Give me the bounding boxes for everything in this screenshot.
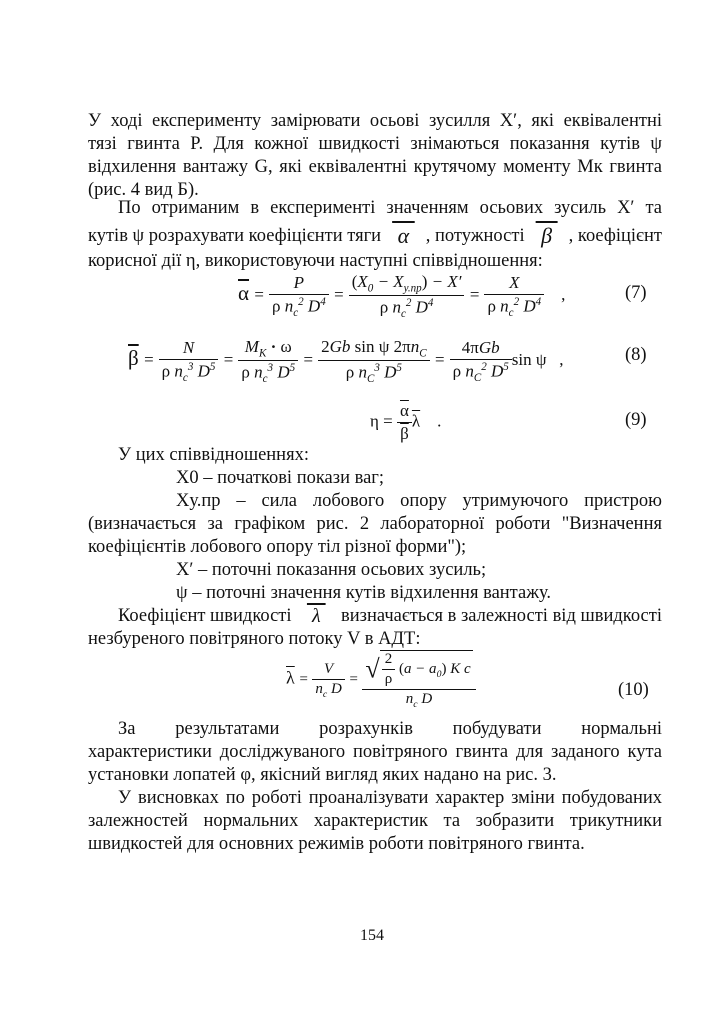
paragraph-1-line-4: (рис. 4 вид Б). bbox=[88, 180, 199, 200]
paragraph-2-text-c: , коефіцієнт bbox=[568, 226, 662, 246]
paragraph-3-text-b: визначається в залежності від швидкості bbox=[341, 606, 662, 626]
paragraph-5-line-2: залежностей нормальних характеристик та зобразити трикутники bbox=[88, 811, 662, 831]
beta-bar-symbol: β bbox=[535, 223, 558, 248]
where-x0: X0 – початкові покази ваг; bbox=[176, 468, 385, 488]
paragraph-2-line-2 bbox=[88, 225, 662, 248]
where-xyp-line-1: Xу.пр – сила лобового опору утримуючого пристрою bbox=[176, 491, 662, 511]
paragraph-1-line-2: тязі гвинта P. Для кожної швидкості знімаються показання кутів ψ bbox=[88, 134, 662, 154]
paragraph-1-line-3: відхилення вантажу G, які еквівалентні крутячому моменту Mк гвинта bbox=[88, 157, 662, 177]
paragraph-4-line-2: характеристики досліджуваного повітряного гвинта для заданого кута bbox=[88, 742, 662, 762]
paragraph-3-line-1 bbox=[118, 605, 662, 628]
equation-10-number: (10) bbox=[618, 680, 649, 700]
paragraph-5-line-1: У висновках по роботі проаналізувати характер зміни побудованих bbox=[118, 788, 662, 808]
paragraph-5-line-3: швидкостей для основних режимів роботи повітряного гвинта. bbox=[88, 834, 585, 854]
paragraph-4-line-3: установки лопатей φ, якісний вигляд яких надано на рис. 3. bbox=[88, 765, 557, 785]
paragraph-2-text-a: кутів ψ розрахувати коефіцієнти тяги bbox=[88, 226, 382, 246]
paragraph-2-line-1: По отриманим в експерименті значенням осьових зусиль X′ та bbox=[118, 198, 662, 218]
equation-10: $\overline{\lambda}$ = $\frac{V}{n_c D}$ = √ $\frac{2}{\rho}$ $(a - a_0)$ K c $n_c$ D bbox=[286, 650, 476, 710]
where-xyp-line-3: коефіцієнтів лобового опору тіл різної форми"); bbox=[88, 537, 467, 557]
where-psi: ψ – поточні значення кутів відхилення вантажу. bbox=[176, 583, 552, 603]
equation-8: $\overline{\beta}$ = $\frac{N}{\rho n_c^3 D^5}$ = $\frac{M_K \cdot \omega}{\rho n_c^3 D^5}$ = $\frac{2Gb \sin \psi 2\pi n_C}{\rho n_C^3 D^5}$ = $\frac{\text{4πGb}}{\rho n_C^2 D^5}$ sin ψ , bbox=[128, 337, 564, 386]
equation-8-number: (8) bbox=[625, 345, 647, 365]
equation-9: η = $\frac{\overline{\alpha}}{\beta}$ $\overline{\lambda}$ . bbox=[370, 401, 442, 443]
alpha-bar-symbol: α bbox=[392, 223, 415, 248]
paragraph-4-line-1: За результатами розрахунків побудувати нормальні bbox=[118, 719, 662, 739]
where-xyp-line-2: (визначається за графіком рис. 2 лабораторної роботи "Визначення bbox=[88, 514, 662, 534]
paragraph-1-line-1: У ході експерименту замірювати осьові зусилля X′, які еквівалентні bbox=[88, 111, 662, 131]
where-x-prime: X′ – поточні показання осьових зусиль; bbox=[176, 560, 487, 580]
lambda-bar-symbol: λ bbox=[306, 605, 326, 627]
where-title: У цих співвідношеннях: bbox=[118, 445, 309, 465]
equation-9-number: (9) bbox=[625, 410, 647, 430]
equation-7-number: (7) bbox=[625, 283, 647, 303]
page-number: 154 bbox=[360, 927, 384, 944]
paragraph-3-line-2: незбуреного повітряного потоку V в АДТ: bbox=[88, 629, 421, 649]
paragraph-3-text-a: Коефіцієнт швидкості bbox=[118, 606, 292, 626]
paragraph-2-text-b: , потужності bbox=[425, 226, 525, 246]
equation-7: $\overline{\alpha}$ = $\frac{P}{\rho n_c^2 D^4}$ = $\frac{(X_0 - X_{у.пр}) - X'}{\rho n_c^2 D^4}$ = $\frac{X}{\rho n_c^2 D^4}$ , bbox=[238, 272, 566, 321]
paragraph-2-line-3: корисної дії η, використовуючи наступні співвідношення: bbox=[88, 251, 543, 271]
